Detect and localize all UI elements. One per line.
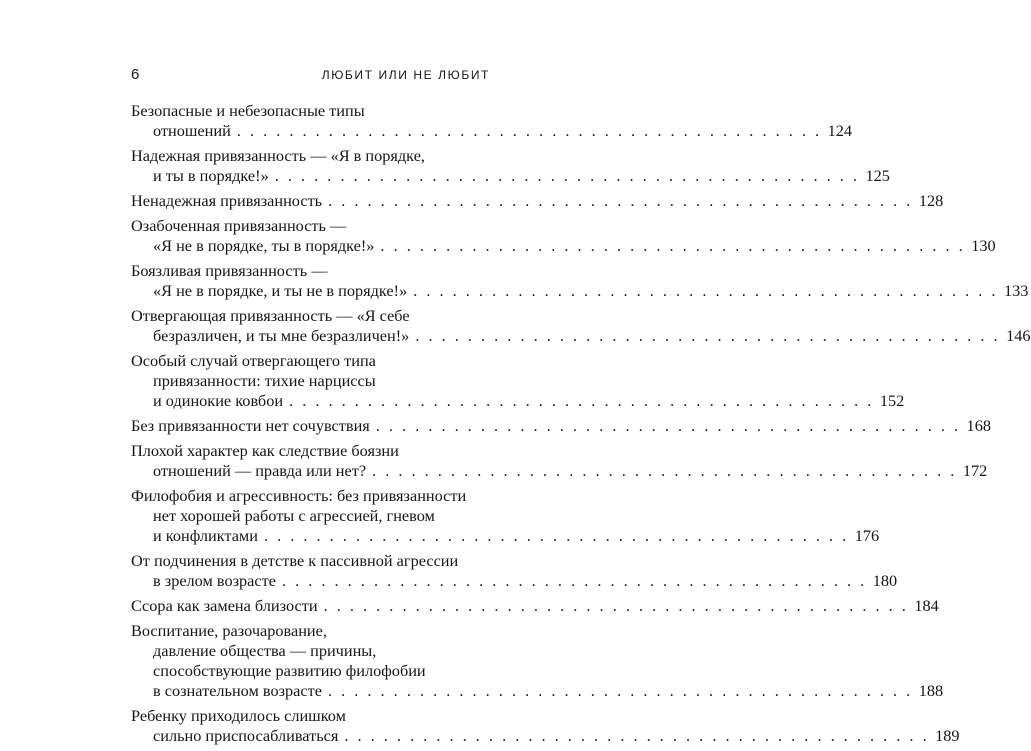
toc-entry [131,596,939,616]
toc-entry-last-line [131,391,905,411]
running-header [131,66,490,86]
toc-entry-text: Без привязанности нет сочувствия [131,416,370,435]
dot-leader: . . . . . . . . . . . . . . . . . . . . . . . . . . . . . . . . . . . . . . . . . . . . . [328,191,913,210]
toc-entry-last-line [131,461,988,481]
dot-leader: . . . . . . . . . . . . . . . . . . . . . . . . . . . . . . . . . . . . . . . . . . . . . [263,526,849,545]
toc-entry-text: в зрелом возрасте [153,571,276,590]
toc-entry-last-line [131,166,890,186]
toc-entry [131,441,988,481]
dot-leader: . . . . . . . . . . . . . . . . . . . . . . . . . . . . . . . . . . . . . . . . . . . . . [415,326,1001,345]
toc-entry-line: Филофобия и агрессивность: без привязанности [131,486,467,505]
toc-entry-last-line [131,326,1031,346]
toc-page-number: 125 [865,166,890,185]
toc-page-number: 130 [971,236,996,255]
toc-entry-line: От подчинения в детстве к пассивной агрессии [131,551,459,570]
toc-entry [131,551,898,591]
toc-entry-text: и одинокие ковбои [153,391,284,410]
dot-leader: . . . . . . . . . . . . . . . . . . . . . . . . . . . . . . . . . . . . . . . . . . . . . [327,681,913,700]
toc-entry-line: Воспитание, разочарование, [131,621,327,640]
toc-entry [131,416,991,436]
toc-entry-last-line [131,191,944,211]
toc-page-number: 180 [872,571,898,590]
table-of-contents [131,101,1031,751]
toc-entry-line: Плохой характер как следствие боязни [131,441,399,460]
toc-entry-line: Озабоченная привязанность — [131,216,347,235]
page-number: 6 [131,66,140,83]
toc-entry-line: Надежная привязанность — «Я в порядке, [131,146,425,165]
toc-entry-line: Отвергающая привязанность — «Я себе [131,306,410,325]
toc-entry-text: и конфликтами [153,526,258,545]
dot-leader: . . . . . . . . . . . . . . . . . . . . . . . . . . . . . . . . . . . . . . . . . . . . . [344,726,930,745]
toc-entry-text: и ты в порядке!» [153,166,269,185]
toc-entry-text: сильно приспосабливаться [153,726,339,745]
toc-page-number: 152 [879,391,905,410]
running-title: ЛЮБИТ ИЛИ НЕ ЛЮБИТ [321,68,490,82]
toc-entry-last-line [131,416,991,436]
toc-page-number: 176 [854,526,880,545]
toc-entry-line: привязанности: тихие нарциссы [153,371,376,390]
dot-leader: . . . . . . . . . . . . . . . . . . . . . . . . . . . . . . . . . . . . . . . . . . . . . [413,281,998,300]
toc-entry [131,306,1031,346]
dot-leader: . . . . . . . . . . . . . . . . . . . . . . . . . . . . . . . . . . . . . . . . . . . . . [380,236,966,255]
dot-leader: . . . . . . . . . . . . . . . . . . . . . . . . . . . . . . . . . . . . . . . . . . . . . [375,416,961,435]
toc-entry [131,191,944,211]
toc-entry-last-line [131,596,939,616]
dot-leader: . . . . . . . . . . . . . . . . . . . . . . . . . . . . . . . . . . . . . . . . . . . . . [323,596,909,615]
toc-entry-text: «Я не в порядке, и ты не в порядке!» [153,281,408,300]
toc-page-number: 124 [827,121,852,140]
dot-leader: . . . . . . . . . . . . . . . . . . . . . . . . . . . . . . . . . . . . . . . . . . . . . [281,571,867,590]
toc-page-number: 188 [918,681,944,700]
toc-page-number: 128 [918,191,944,210]
toc-page-number: 133 [1003,281,1029,300]
toc-entry-line: давление общества — причины, [153,641,377,660]
toc-entry-text: безразличен, и ты мне безразличен!» [153,326,410,345]
toc-entry-line: Ребенку приходилось слишком [131,706,346,725]
toc-page-number: 189 [935,726,960,745]
toc-entry-last-line [131,526,880,546]
toc-entry [131,216,996,256]
toc-entry-line: способствующие развитию филофобии [153,661,426,680]
toc-entry-text: отношений [153,121,231,140]
toc-entry-line: Особый случай отвергающего типа [131,351,376,370]
toc-entry [131,261,1029,301]
dot-leader: . . . . . . . . . . . . . . . . . . . . . . . . . . . . . . . . . . . . . . . . . . . . . [372,461,957,480]
toc-entry [131,146,890,186]
toc-entry-last-line [131,681,944,701]
toc-entry-last-line [131,121,852,141]
toc-page-number: 168 [966,416,991,435]
toc-entry-text: в сознательном возрасте [153,681,322,700]
toc-entry-text: отношений — правда или нет? [153,461,367,480]
toc-entry-last-line [131,726,960,746]
toc-entry-line: Безопасные и небезопасные типы [131,101,365,120]
toc-entry [131,621,944,701]
toc-entry-last-line [131,236,996,256]
dot-leader: . . . . . . . . . . . . . . . . . . . . . . . . . . . . . . . . . . . . . . . . . . . . . [274,166,860,185]
toc-page-number: 146 [1006,326,1031,345]
toc-entry-last-line [131,281,1029,301]
toc-entry-last-line [131,571,898,591]
toc-entry [131,101,852,141]
toc-entry [131,351,905,411]
toc-entry-line: нет хорошей работы с агрессией, гневом [153,506,435,525]
toc-entry [131,706,960,746]
toc-entry-text: «Я не в порядке, ты в порядке!» [153,236,375,255]
toc-page-number: 184 [914,596,939,615]
dot-leader: . . . . . . . . . . . . . . . . . . . . . . . . . . . . . . . . . . . . . . . . . . . . . [236,121,822,140]
toc-entry [131,486,880,546]
toc-entry-text: Ненадежная привязанность [131,191,323,210]
toc-entry-text: Ссора как замена близости [131,596,318,615]
dot-leader: . . . . . . . . . . . . . . . . . . . . . . . . . . . . . . . . . . . . . . . . . . . . . [289,391,874,410]
toc-entry-line: Боязливая привязанность — [131,261,328,280]
toc-page-number: 172 [962,461,988,480]
